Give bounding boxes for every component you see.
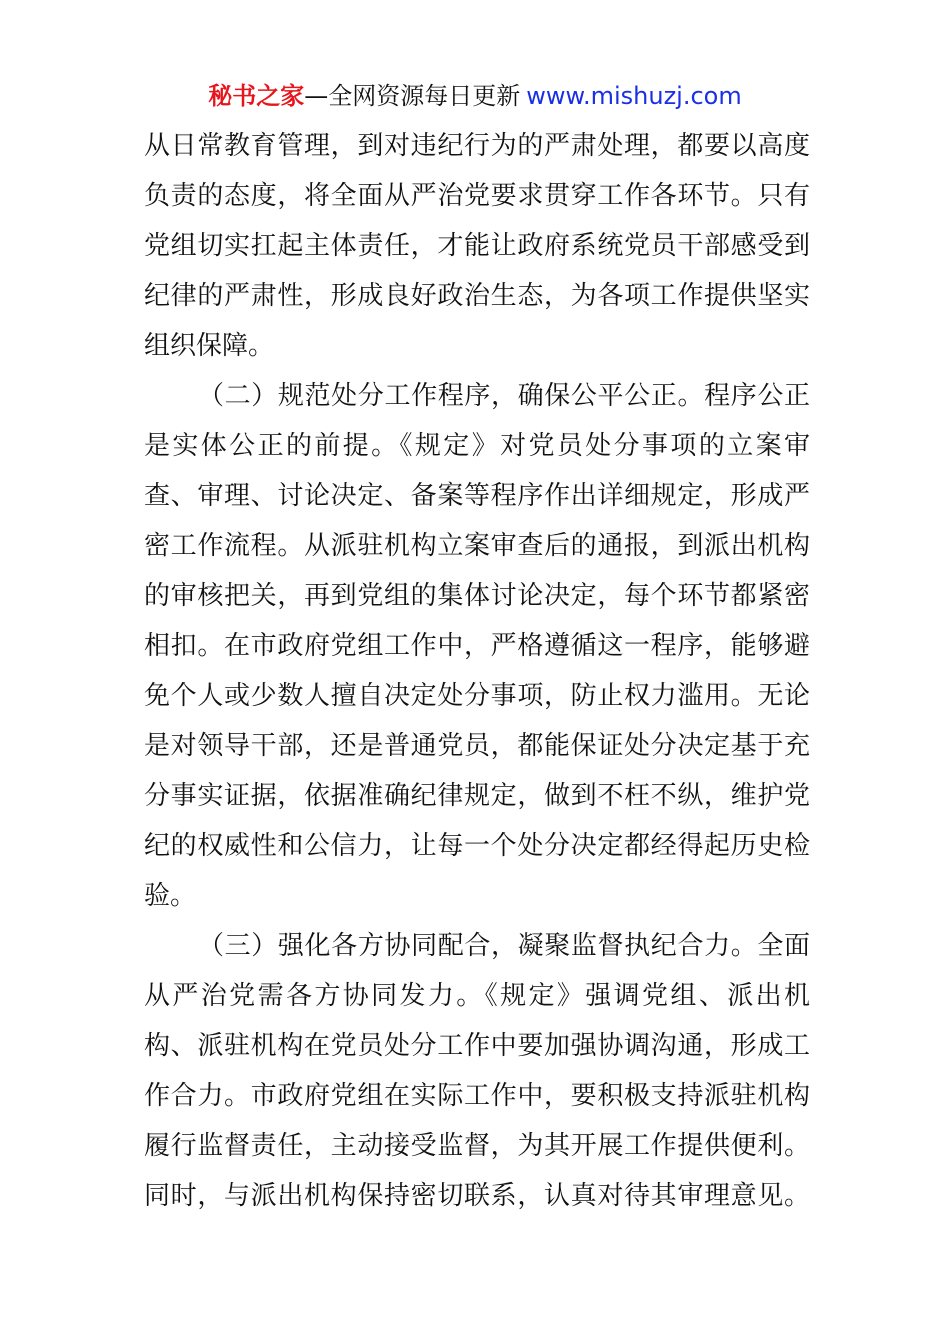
text-line: 党组切实扛起主体责任，才能让政府系统党员干部感受到 — [144, 231, 810, 261]
text-line: 同时，与派出机构保持密切联系，认真对待其审理意见。 — [144, 1181, 810, 1211]
text-line: 从严治党需各方协同发力。《规定》强调党组、派出机 — [144, 981, 810, 1011]
text-line: 查、审理、讨论决定、备案等程序作出详细规定，形成严 — [144, 481, 810, 511]
text-line: 组织保障。 — [144, 331, 275, 361]
text-line: 履行监督责任，主动接受监督，为其开展工作提供便利。 — [144, 1131, 810, 1161]
site-header — [0, 80, 950, 112]
site-url-link[interactable]: www.mishuzj.com — [526, 82, 742, 110]
text-line: 纪律的严肃性，形成良好政治生态，为各项工作提供坚实 — [144, 281, 810, 311]
text-line: 作合力。市政府党组在实际工作中，要积极支持派驻机构 — [144, 1081, 810, 1111]
text-line: 是对领导干部，还是普通党员，都能保证处分决定基于充 — [144, 731, 810, 761]
text-line: 相扣。在市政府党组工作中，严格遵循这一程序，能够避 — [144, 631, 810, 661]
text-line: 负责的态度，将全面从严治党要求贯穿工作各环节。只有 — [144, 181, 810, 211]
section-heading-line: （三）强化各方协同配合，凝聚监督执纪合力。全面 — [198, 931, 810, 961]
document-body — [144, 121, 810, 1221]
header-tagline: —全网资源每日更新 — [304, 82, 521, 110]
text-line: 免个人或少数人擅自决定处分事项，防止权力滥用。无论 — [144, 681, 810, 711]
text-line: 是实体公正的前提。《规定》对党员处分事项的立案审 — [144, 431, 810, 461]
text-line: 分事实证据，依据准确纪律规定，做到不枉不纵，维护党 — [144, 781, 810, 811]
text-line: 从日常教育管理，到对违纪行为的严肃处理，都要以高度 — [144, 131, 810, 161]
text-line: 验。 — [144, 881, 197, 911]
text-line: 的审核把关，再到党组的集体讨论决定，每个环节都紧密 — [144, 581, 810, 611]
text-line: 纪的权威性和公信力，让每一个处分决定都经得起历史检 — [144, 831, 810, 861]
brand-name: 秘书之家 — [208, 82, 305, 110]
section-heading-line: （二）规范处分工作程序，确保公平公正。程序公正 — [198, 381, 810, 411]
text-line: 构、派驻机构在党员处分工作中要加强协调沟通，形成工 — [144, 1031, 810, 1061]
text-line: 密工作流程。从派驻机构立案审查后的通报，到派出机构 — [144, 531, 810, 561]
